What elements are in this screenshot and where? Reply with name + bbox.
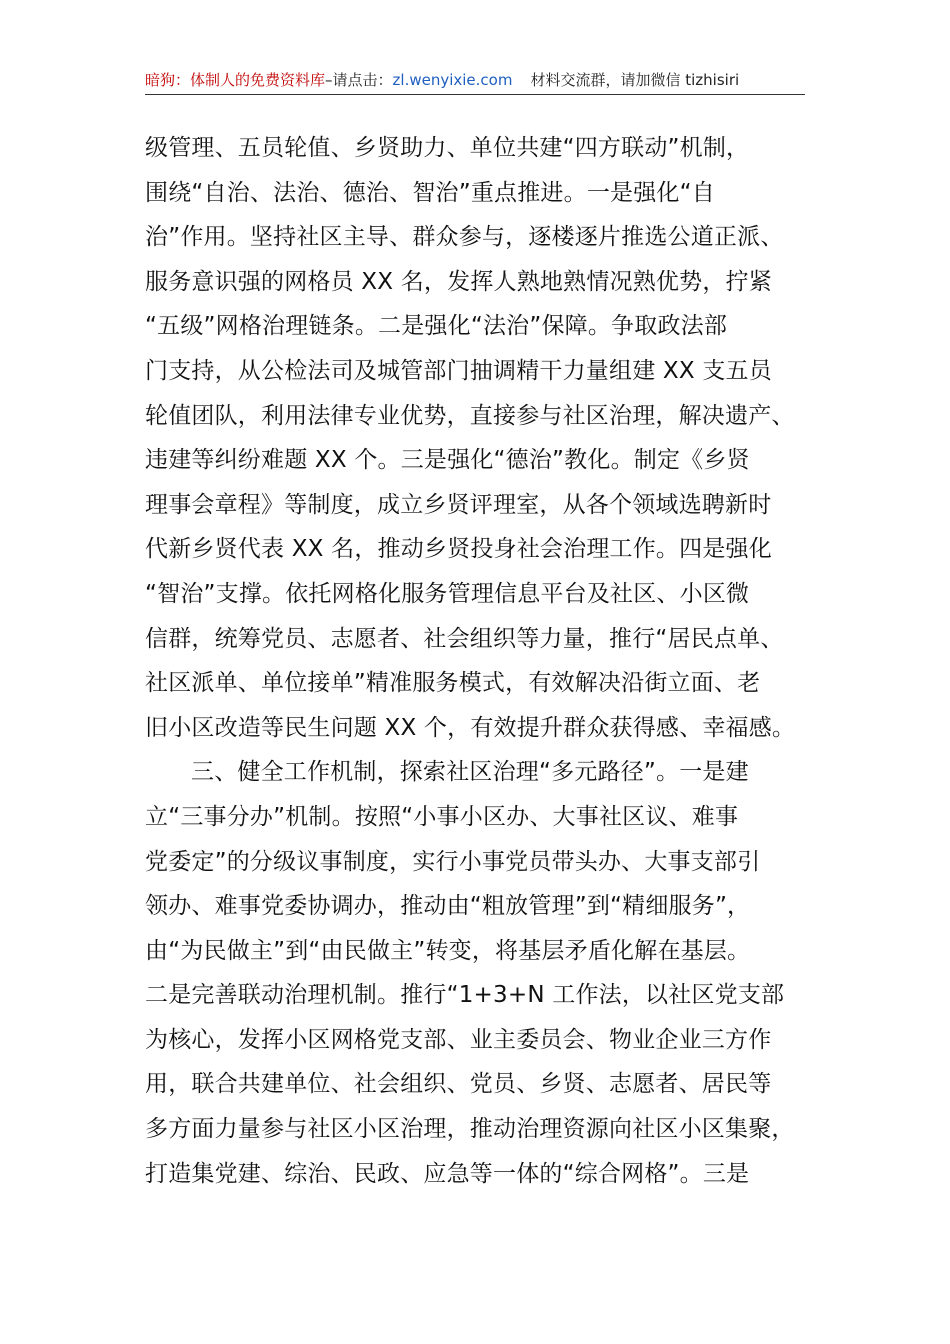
text-line: 理事会章程》等制度，成立乡贤评理室，从各个领域选聘新时 (145, 491, 772, 518)
text-line: 围绕“自治、法治、德治、智治”重点推进。一是强化“自 (145, 179, 715, 206)
header-link[interactable]: zl.wenyixie.com (392, 71, 513, 89)
text-line: 领办、难事党委协调办，推动由“粗放管理”到“精细服务”， (145, 893, 751, 920)
text-line: 门支持，从公检法司及城管部门抽调精干力量组建 XX 支五员 (145, 357, 772, 384)
text-line: 级管理、五员轮值、乡贤助力、单位共建“四方联动”机制， (145, 135, 750, 161)
text-line: 党委定”的分级议事制度，实行小事党员带头办、大事支部引 (145, 848, 761, 875)
text-line: 多方面力量参与社区小区治理，推动治理资源向社区小区集聚， (145, 1116, 795, 1143)
text-line: 旧小区改造等民生问题 XX 个，有效提升群众获得感、幸福感。 (145, 714, 796, 741)
text-line: 由“为民做主”到“由民做主”转变，将基层矛盾化解在基层。 (145, 937, 751, 964)
header-brand: 暗狗：体制人的免费资料库 (145, 71, 326, 89)
text-line: 代新乡贤代表 XX 名，推动乡贤投身社会治理工作。四是强化 (145, 536, 772, 563)
text-line: “智治”支撑。依托网格化服务管理信息平台及社区、小区微 (145, 580, 750, 607)
text-line: 立“三事分办”机制。按照“小事小区办、大事社区议、难事 (145, 803, 739, 830)
text-line: 打造集党建、综治、民政、应急等一体的“综合网格”。三是 (145, 1160, 750, 1187)
section-heading-line: 三、健全工作机制，探索社区治理“多元路径”。一是建 (191, 759, 749, 786)
text-line: 信群，统筹党员、志愿者、社会组织等力量，推行“居民点单、 (145, 625, 784, 652)
document-body (145, 126, 810, 1196)
header-note: 材料交流群，请加微信 tizhisiri (530, 71, 740, 89)
text-line: 为核心，发挥小区网格党支部、业主委员会、物业企业三方作 (145, 1026, 772, 1053)
text-line: “五级”网格治理链条。二是强化“法治”保障。争取政法部 (145, 313, 728, 340)
text-line: 社区派单、单位接单”精准服务模式，有效解决沿街立面、老 (145, 670, 761, 697)
header-prompt: –请点击： (325, 71, 393, 89)
text-line: 服务意识强的网格员 XX 名，发挥人熟地熟情况熟优势，拧紧 (145, 268, 772, 295)
text-line: 用，联合共建单位、社会组织、党员、乡贤、志愿者、居民等 (145, 1071, 772, 1098)
page-header (145, 68, 805, 95)
text-line: 二是完善联动治理机制。推行“1+3+N 工作法，以社区党支部 (145, 982, 785, 1009)
text-line: 违建等纠纷难题 XX 个。三是强化“德治”教化。制定《乡贤 (145, 447, 750, 474)
text-line: 轮值团队，利用法律专业优势，直接参与社区治理，解决遗产、 (145, 402, 795, 429)
text-line: 治”作用。坚持社区主导、群众参与，逐楼逐片推选公道正派、 (145, 224, 784, 251)
